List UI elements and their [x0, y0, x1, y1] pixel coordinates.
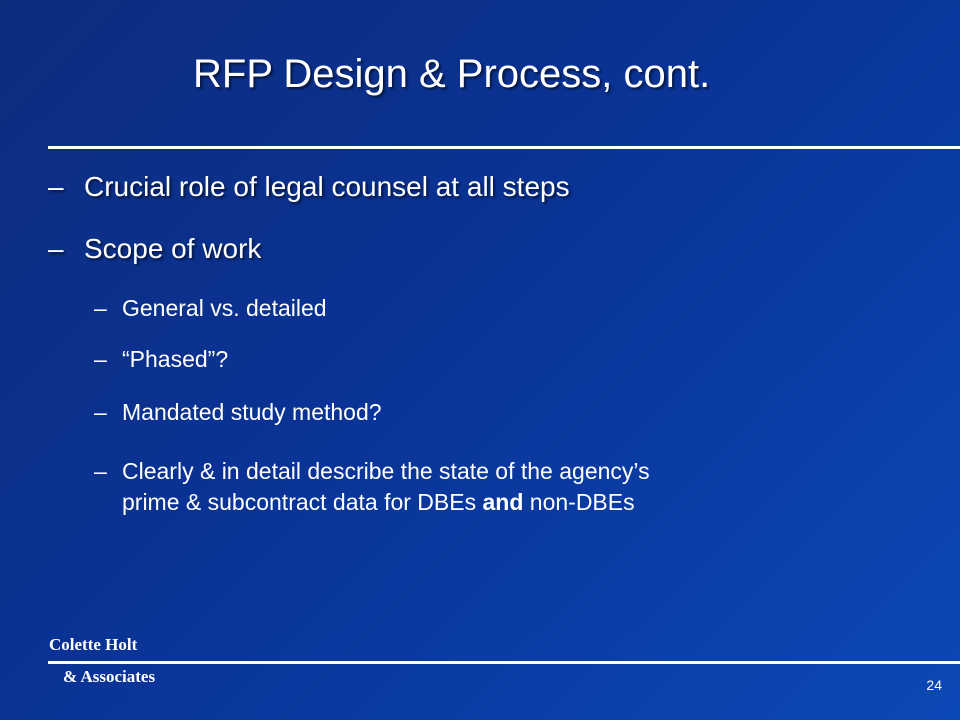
bullet-dash: –: [94, 458, 107, 484]
slide-title: RFP Design & Process, cont.: [193, 52, 711, 96]
bullet-text: General vs. detailed: [122, 295, 327, 321]
bullet-item: [48, 170, 570, 204]
bullet-line-1: Clearly & in detail describe the state of the agency’s: [122, 458, 650, 484]
bullet-dash: –: [94, 346, 107, 372]
page-number: 24: [926, 677, 942, 693]
bullet-item: [48, 232, 261, 266]
sub-bullet-item: [94, 456, 650, 518]
title-divider: [48, 146, 960, 149]
sub-bullet-item: [94, 397, 382, 428]
bullet-line-2-start: prime & subcontract data for DBEs: [122, 489, 483, 515]
bullet-dash: –: [94, 295, 107, 321]
company-associates: & Associates: [63, 667, 156, 686]
sub-bullet-item: [94, 293, 327, 324]
sub-bullet-item: [94, 344, 228, 375]
bullet-dash: –: [48, 171, 64, 202]
bullet-line-2-end: non-DBEs: [523, 489, 635, 515]
bullet-text: Scope of work: [84, 233, 262, 264]
bullet-dash: –: [48, 233, 64, 264]
company-name: Colette Holt: [49, 635, 138, 654]
bullet-text-multiline: [122, 456, 650, 518]
bullet-dash: –: [94, 399, 107, 425]
bullet-emphasis: and: [482, 489, 524, 515]
bullet-text: “Phased”?: [122, 346, 229, 372]
bullet-text: Mandated study method?: [122, 399, 382, 425]
footer-divider: [48, 661, 960, 664]
bullet-text: Crucial role of legal counsel at all steps: [84, 171, 570, 202]
